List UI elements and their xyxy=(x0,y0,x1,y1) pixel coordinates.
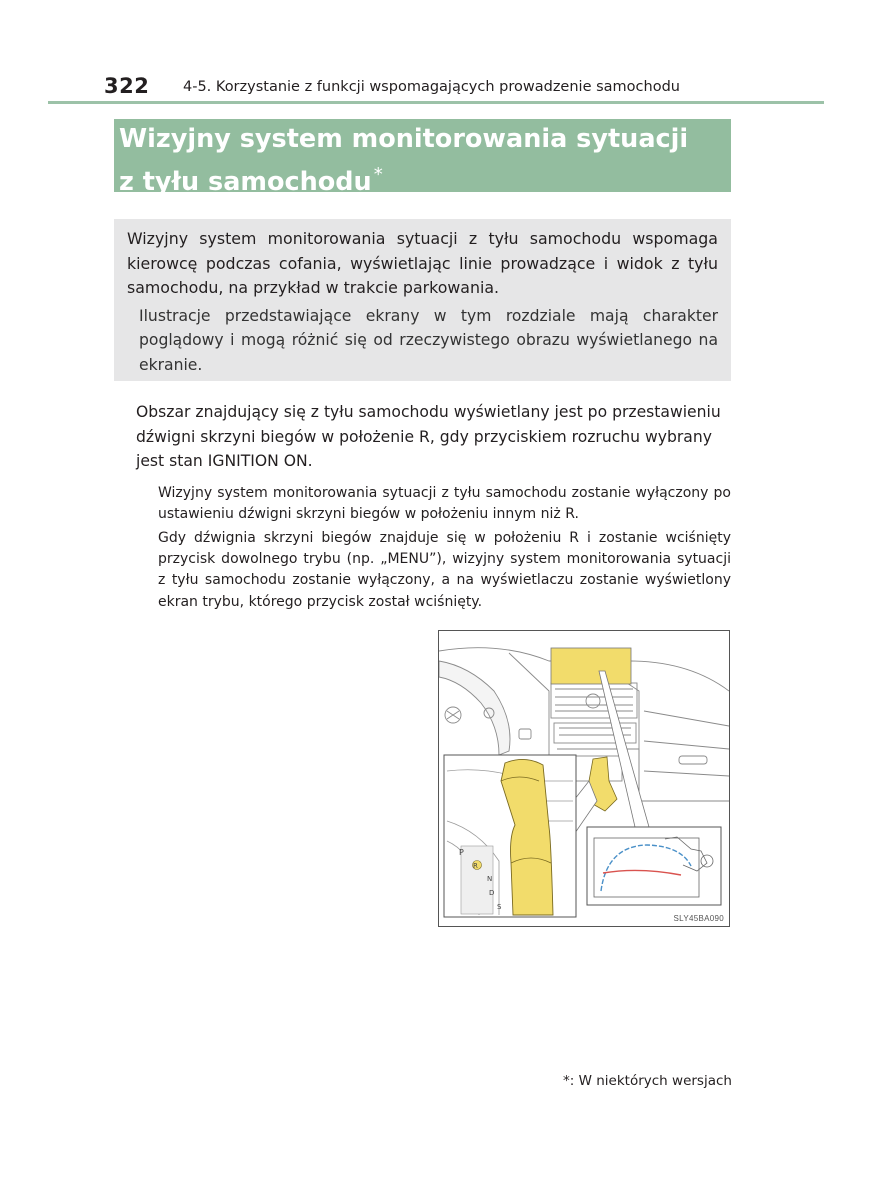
intro-text: Wizyjny system monitorowania sytuacji z tyłu samochodu wspomaga kierowcę podczas cofania, wyświetlając linie prowadzące i widok z tyłu samochodu, na przykład w trakcie parkowania. xyxy=(127,229,718,297)
title-asterisk: * xyxy=(373,164,383,185)
title-line-1: Wizyjny system monitorowania sytuacji xyxy=(119,124,689,154)
footnote: *: W niektórych wersjach xyxy=(563,1073,732,1089)
gear-label-d: D xyxy=(489,889,495,897)
header-divider xyxy=(48,101,824,104)
title-line-2 xyxy=(119,157,731,200)
sub-paragraph-2: Gdy dźwignia skrzyni biegów znajduje się w położeniu R i zostanie wciśnięty przycisk dowolnego trybu (np. „MENU”), wizyjny system monitorowania sytuacji z tyłu samochodu zostanie wyłączony, a na wyświetlaczu zostanie wyświetlony ekran trybu, którego przycisk został wciśnięty. xyxy=(158,530,731,610)
gear-label-r: R xyxy=(473,862,478,870)
intro-box xyxy=(114,219,731,381)
body-paragraph: Obszar znajdujący się z tyłu samochodu wyświetlany jest po przestawieniu dźwigni skrzyni biegów w położenie R, gdy przyciskiem rozruchu wybrany jest stan IGNITION ON. xyxy=(136,403,721,470)
gear-label-s: S xyxy=(497,903,502,911)
sub-paragraph-1: Wizyjny system monitorowania sytuacji z tyłu samochodu zostanie wyłączony po ustawieniu dźwigni skrzyni biegów w położeniu innym niż R. xyxy=(158,485,731,523)
section-reference: 4-5. Korzystanie z funkcji wspomagających prowadzenie samochodu xyxy=(183,79,680,95)
gear-label-n: N xyxy=(487,875,493,883)
gear-label-p: P xyxy=(459,848,464,857)
intro-note: Ilustracje przedstawiające ekrany w tym rozdziale mają charakter poglądowy i mogą różnić się od rzeczywistego obrazu wyświetlanego na ekranie. xyxy=(139,306,718,374)
illustration-code: SLY45BA090 xyxy=(673,914,724,923)
page-header xyxy=(100,74,824,102)
page-number: 322 xyxy=(104,74,150,98)
dashboard-illustration xyxy=(438,630,730,927)
title-line-2-text: z tyłu samochodu xyxy=(119,167,372,197)
section-title xyxy=(114,119,731,197)
dashboard-drawing xyxy=(439,631,729,926)
